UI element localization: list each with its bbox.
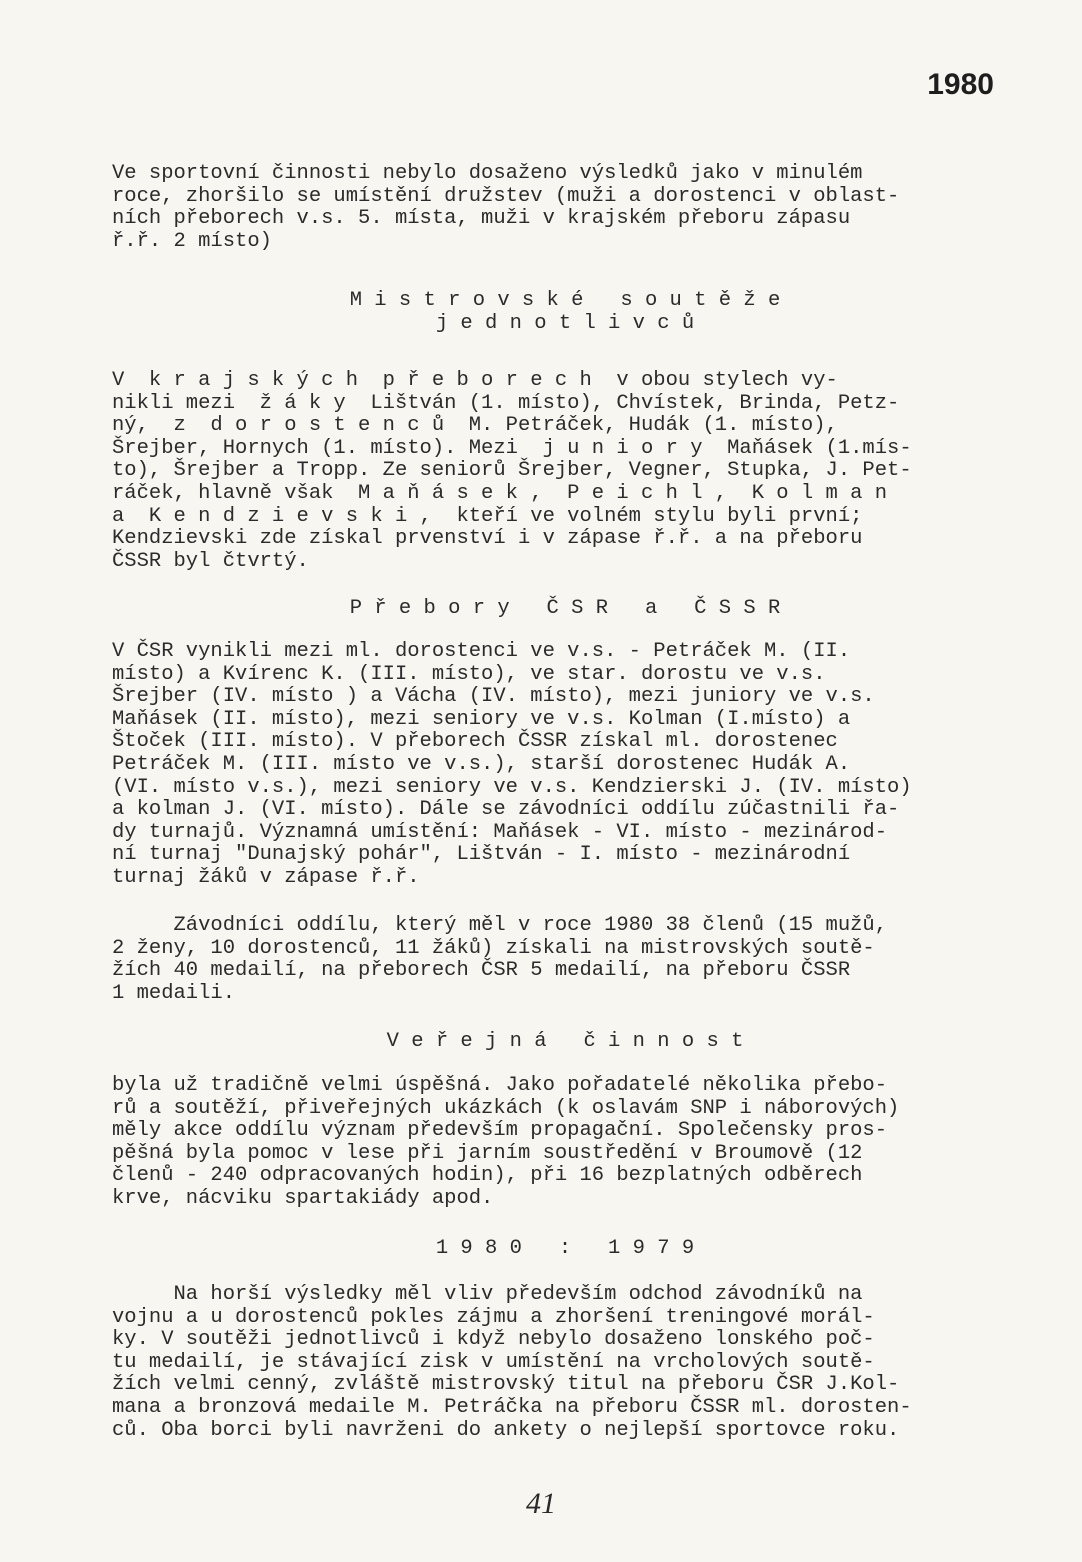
comparison-paragraph (112, 1284, 1018, 1442)
section-heading-mistrovske: M i s t r o v s k é s o u t ě ž e (349, 289, 781, 312)
text-line: členů - 240 odpracovaných hodin), při 16 bezplatných odběrech (112, 1164, 863, 1188)
text-line: ř.ř. 2 místo) (112, 229, 272, 253)
text-line: turnaj žáků v zápase ř.ř. (112, 865, 420, 889)
text-line: Závodníci oddílu, který měl v roce 1980 38 členů (15 mužů, (112, 914, 888, 937)
year-header: 1980 (927, 68, 994, 101)
text-line: ný, z d o r o s t e n c ů M. Petráček, Hudák (1. místo), (112, 414, 838, 438)
text-line: (VI. místo v.s.), mezi seniory ve v.s. Kendzierski J. (IV. místo) (112, 775, 912, 799)
text-line: a K e n d z i e v s k i , kteří ve volném stylu byli první; (112, 504, 863, 528)
text-line: a kolman J. (VI. místo). Dále se závodníci oddílu zúčastnili řa- (112, 798, 900, 822)
text-line: Šrejber (IV. místo ) a Vácha (IV. místo), mezi juniory ve v.s. (112, 685, 875, 709)
text-line: Petráček M. (III. místo ve v.s.), starší dorostenec Hudák A. (112, 752, 851, 776)
text-line: V ČSR vynikli mezi ml. dorostenci ve v.s. - Petráček M. (II. (112, 640, 851, 663)
text-line: Ve sportovní činnosti nebylo dosaženo výsledků jako v minulém (112, 162, 863, 185)
text-line: místo) a Kvírenc K. (III. místo), ve star. dorostu ve v.s. (112, 662, 826, 686)
text-line: žích velmi cenný, zvláště mistrovský titul na přeboru ČSR J.Kol- (112, 1373, 900, 1397)
members-paragraph (112, 915, 1018, 1005)
intro-paragraph (112, 163, 1018, 253)
page-number: 41 (526, 1487, 556, 1520)
text-line: krve, nácviku spartakiády apod. (112, 1186, 494, 1210)
text-line: byla už tradičně velmi úspěšná. Jako pořadatelé několika přebo- (112, 1074, 888, 1097)
text-line: rů a soutěží, přiveřejných ukázkách (k oslavám SNP i náborových) (112, 1096, 900, 1120)
text-line: 2 ženy, 10 dorostenců, 11 žáků) získali na mistrovských soutě- (112, 936, 875, 960)
text-line: dy turnajů. Významná umístění: Maňásek - VI. místo - mezinárod- (112, 820, 888, 844)
section-heading-verejna: V e ř e j n á č i n n o s t (386, 1030, 744, 1053)
text-line: ců. Oba borci byli navrženi do ankety o nejlepší sportovce roku. (112, 1418, 900, 1442)
verejna-paragraph (112, 1075, 1018, 1211)
text-line: ky. V soutěži jednotlivců i když nebylo dosaženo lonského poč- (112, 1328, 875, 1352)
text-line: mana a bronzová medaile M. Petráčka na přeboru ČSSR ml. dorosten- (112, 1395, 912, 1419)
section-heading-prebory: P ř e b o r y Č S R a Č S S R (349, 597, 781, 620)
text-line: ních přeborech v.s. 5. místa, muži v krajském přeboru zápasu (112, 207, 851, 231)
prebory-paragraph (112, 641, 1018, 890)
text-line: měly akce oddílu význam především propagační. Společensky pros- (112, 1119, 888, 1143)
text-line: Na horší výsledky měl vliv především odchod závodníků na (112, 1283, 863, 1306)
text-line: 1 medaili. (112, 981, 236, 1005)
text-line: žích 40 medailí, na přeborech ČSR 5 medailí, na přeboru ČSSR (112, 959, 851, 983)
text-line: Šrejber, Hornych (1. místo). Mezi j u n i o r y Maňásek (1.mís- (112, 436, 912, 460)
text-line: ČSSR byl čtvrtý. (112, 549, 309, 573)
text-line: to), Šrejber a Tropp. Ze seniorů Šrejber, Vegner, Stupka, J. Pet- (112, 459, 912, 483)
text-line: tu medailí, je stávající zisk v umístění na vrcholových soutě- (112, 1350, 875, 1374)
text-line: V k r a j s k ý c h p ř e b o r e c h v obou stylech vy- (112, 369, 838, 392)
text-line: ráček, hlavně však M a ň á s e k , P e i c h l , K o l m a n (112, 481, 888, 505)
text-line: Štoček (III. místo). V přeborech ČSSR získal ml. dorostenec (112, 730, 838, 754)
text-line: ní turnaj "Dunajský pohár", Lištván - I. místo - mezinárodní (112, 843, 851, 867)
mistrovske-paragraph (112, 370, 1018, 573)
section-heading-comparison: 1 9 8 0 : 1 9 7 9 (435, 1237, 695, 1260)
text-line: Kendzievski zde získal prvenství i v zápase ř.ř. a na přeboru (112, 527, 863, 551)
text-line: roce, zhoršilo se umístění družstev (muži a dorostenci v oblast- (112, 184, 900, 208)
text-line: vojnu a u dorostenců pokles zájmu a zhoršení treningové morál- (112, 1305, 875, 1329)
text-line: nikli mezi ž á k y Lištván (1. místo), Chvístek, Brinda, Petz- (112, 391, 900, 415)
text-line: pěšná byla pomoc v lese při jarním soustředění v Broumově (12 (112, 1141, 863, 1165)
text-line: Maňásek (II. místo), mezi seniory ve v.s. Kolman (I.místo) a (112, 707, 851, 731)
section-heading-jednotlivcu: j e d n o t l i v c ů (435, 312, 695, 335)
